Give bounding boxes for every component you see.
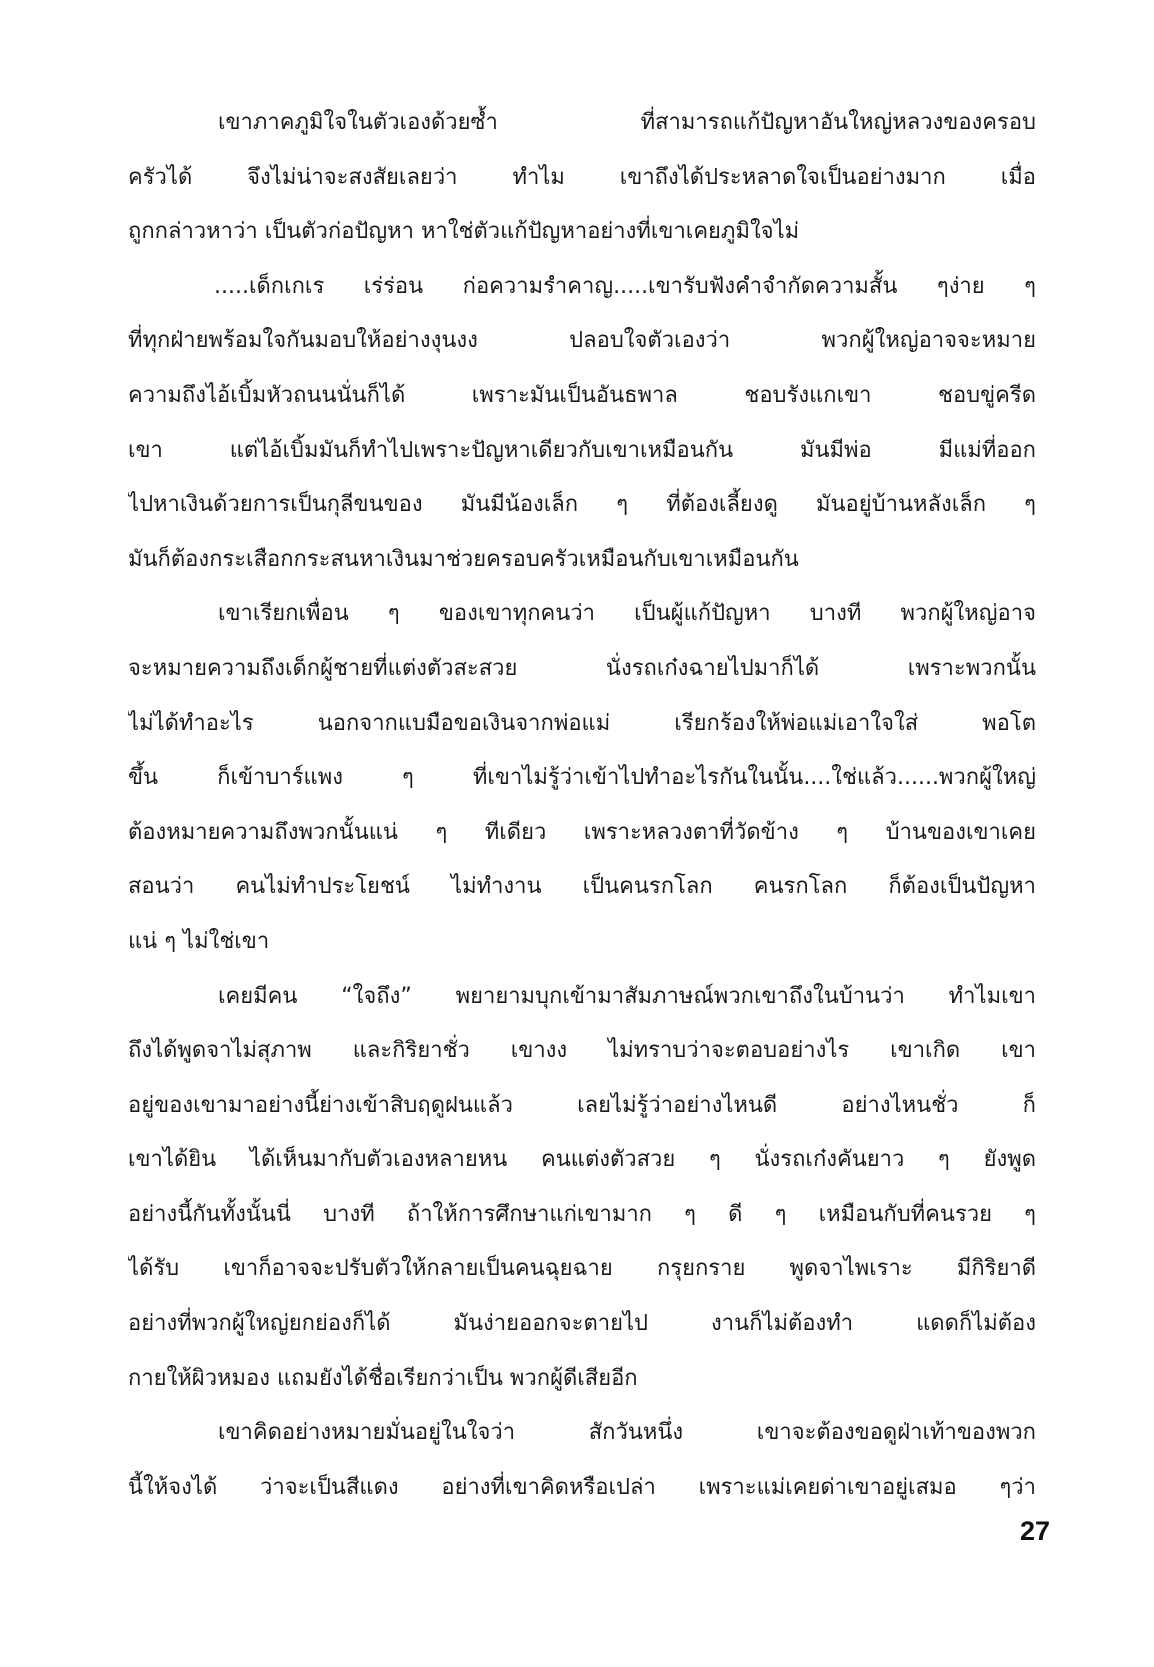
text-line: ครัวได้ จึงไม่น่าจะสงสัยเลยว่า ทำไม เขาถึงได้ประหลาดใจเป็นอย่างมาก เมื่อ: [128, 164, 1036, 190]
text-line: เขาได้ยิน ได้เห็นมากับตัวเองหลายหน คนแต่งตัวสวย ๆ นั่งรถเก๋งคันยาว ๆ ยังพูด: [128, 1147, 1036, 1173]
text-line: ถูกกล่าวหาว่า เป็นตัวก่อปัญหา หาใช่ตัวแก้ปัญหาอย่างที่เขาเคยภูมิใจไม่: [128, 219, 800, 245]
text-line: เคยมีคน “ใจถึง” พยายามบุกเข้ามาสัมภาษณ์พวกเขาถึงในบ้านว่า ทำไมเขา: [218, 983, 1036, 1009]
text-line: ไปหาเงินด้วยการเป็นกุลีขนของ มันมีน้องเล็ก ๆ ที่ต้องเลี้ยงดู มันอยู่บ้านหลังเล็ก ๆ: [128, 492, 1036, 518]
text-line: เขาเรียกเพื่อน ๆ ของเขาทุกคนว่า เป็นผู้แก้ปัญหา บางที พวกผู้ใหญ่อาจ: [218, 601, 1036, 627]
text-line: ได้รับ เขาก็อาจจะปรับตัวให้กลายเป็นคนฉุยฉาย กรุยกราย พูดจาไพเราะ มีกิริยาดี: [128, 1256, 1036, 1282]
text-line: อย่างที่พวกผู้ใหญ่ยกย่องก็ได้ มันง่ายออกจะตายไป งานก็ไม่ต้องทำ แดดก็ไม่ต้อง: [128, 1311, 1036, 1337]
text-line: เขาคิดอย่างหมายมั่นอยู่ในใจว่า สักวันหนึ่ง เขาจะต้องขอดูฝ่าเท้าของพวก: [218, 1420, 1036, 1446]
page-number: 27: [1020, 1516, 1051, 1546]
text-line: ที่ทุกฝ่ายพร้อมใจกันมอบให้อย่างงุนงง ปลอบใจตัวเองว่า พวกผู้ใหญ่อาจจะหมาย: [128, 328, 1036, 354]
text-line: ความถึงไอ้เบิ้มหัวถนนนั่นก็ได้ เพราะมันเป็นอันธพาล ชอบรังแกเขา ชอบขู่ครีด: [128, 382, 1036, 408]
text-line: ถึงได้พูดจาไม่สุภาพ และกิริยาชั่ว เขางง ไม่ทราบว่าจะตอบอย่างไร เขาเกิด เขา: [128, 1038, 1036, 1064]
text-line: จะหมายความถึงเด็กผู้ชายที่แต่งตัวสะสวย นั่งรถเก๋งฉายไปมาก็ได้ เพราะพวกนั้น: [128, 655, 1036, 681]
text-line: อยู่ของเขามาอย่างนี้ย่างเข้าสิบฤดูฝนแล้ว เลยไม่รู้ว่าอย่างไหนดี อย่างไหนชั่ว ก็: [128, 1092, 1036, 1118]
text-line: สอนว่า คนไม่ทำประโยชน์ ไม่ทำงาน เป็นคนรกโลก คนรกโลก ก็ต้องเป็นปัญหา: [128, 874, 1036, 900]
text-line: ขึ้น ก็เข้าบาร์แพง ๆ ที่เขาไม่รู้ว่าเข้าไปทำอะไรกันในนั้น....ใช่แล้ว......พวกผู้ใหญ่: [128, 765, 1036, 791]
text-line: .....เด็กเกเร เร่ร่อน ก่อความรำคาญ.....เขารับฟังคำจำกัดความสั้น ๆง่าย ๆ: [214, 273, 1036, 299]
text-line: ไม่ได้ทำอะไร นอกจากแบมือขอเงินจากพ่อแม่ เรียกร้องให้พ่อแม่เอาใจใส่ พอโต: [128, 710, 1036, 736]
text-line: แน่ ๆ ไม่ใช่เขา: [128, 928, 270, 954]
text-line: มันก็ต้องกระเสือกกระสนหาเงินมาช่วยครอบครัวเหมือนกับเขาเหมือนกัน: [128, 546, 799, 572]
text-line: เขาภาคภูมิใจในตัวเองด้วยซ้ำ ที่สามารถแก้ปัญหาอันใหญ่หลวงของครอบ: [218, 110, 1036, 135]
text-line: กายให้ผิวหมอง แถมยังได้ชื่อเรียกว่าเป็น พวกผู้ดีเสียอีก: [128, 1365, 638, 1391]
text-line: อย่างนี้กันทั้งนั้นนี่ บางที ถ้าให้การศึกษาแก่เขามาก ๆ ดี ๆ เหมือนกับที่คนรวย ๆ: [128, 1201, 1036, 1227]
body-text: [128, 96, 1036, 1515]
text-line: ต้องหมายความถึงพวกนั้นแน่ ๆ ทีเดียว เพราะหลวงตาที่วัดข้าง ๆ บ้านของเขาเคย: [128, 819, 1036, 845]
text-line: นี้ให้จงได้ ว่าจะเป็นสีแดง อย่างที่เขาคิดหรือเปล่า เพราะแม่เคยด่าเขาอยู่เสมอ ๆว่า: [128, 1474, 1036, 1500]
text-line: เขา แต่ไอ้เบิ้มมันก็ทำไปเพราะปัญหาเดียวกับเขาเหมือนกัน มันมีพ่อ มีแม่ที่ออก: [128, 437, 1036, 463]
